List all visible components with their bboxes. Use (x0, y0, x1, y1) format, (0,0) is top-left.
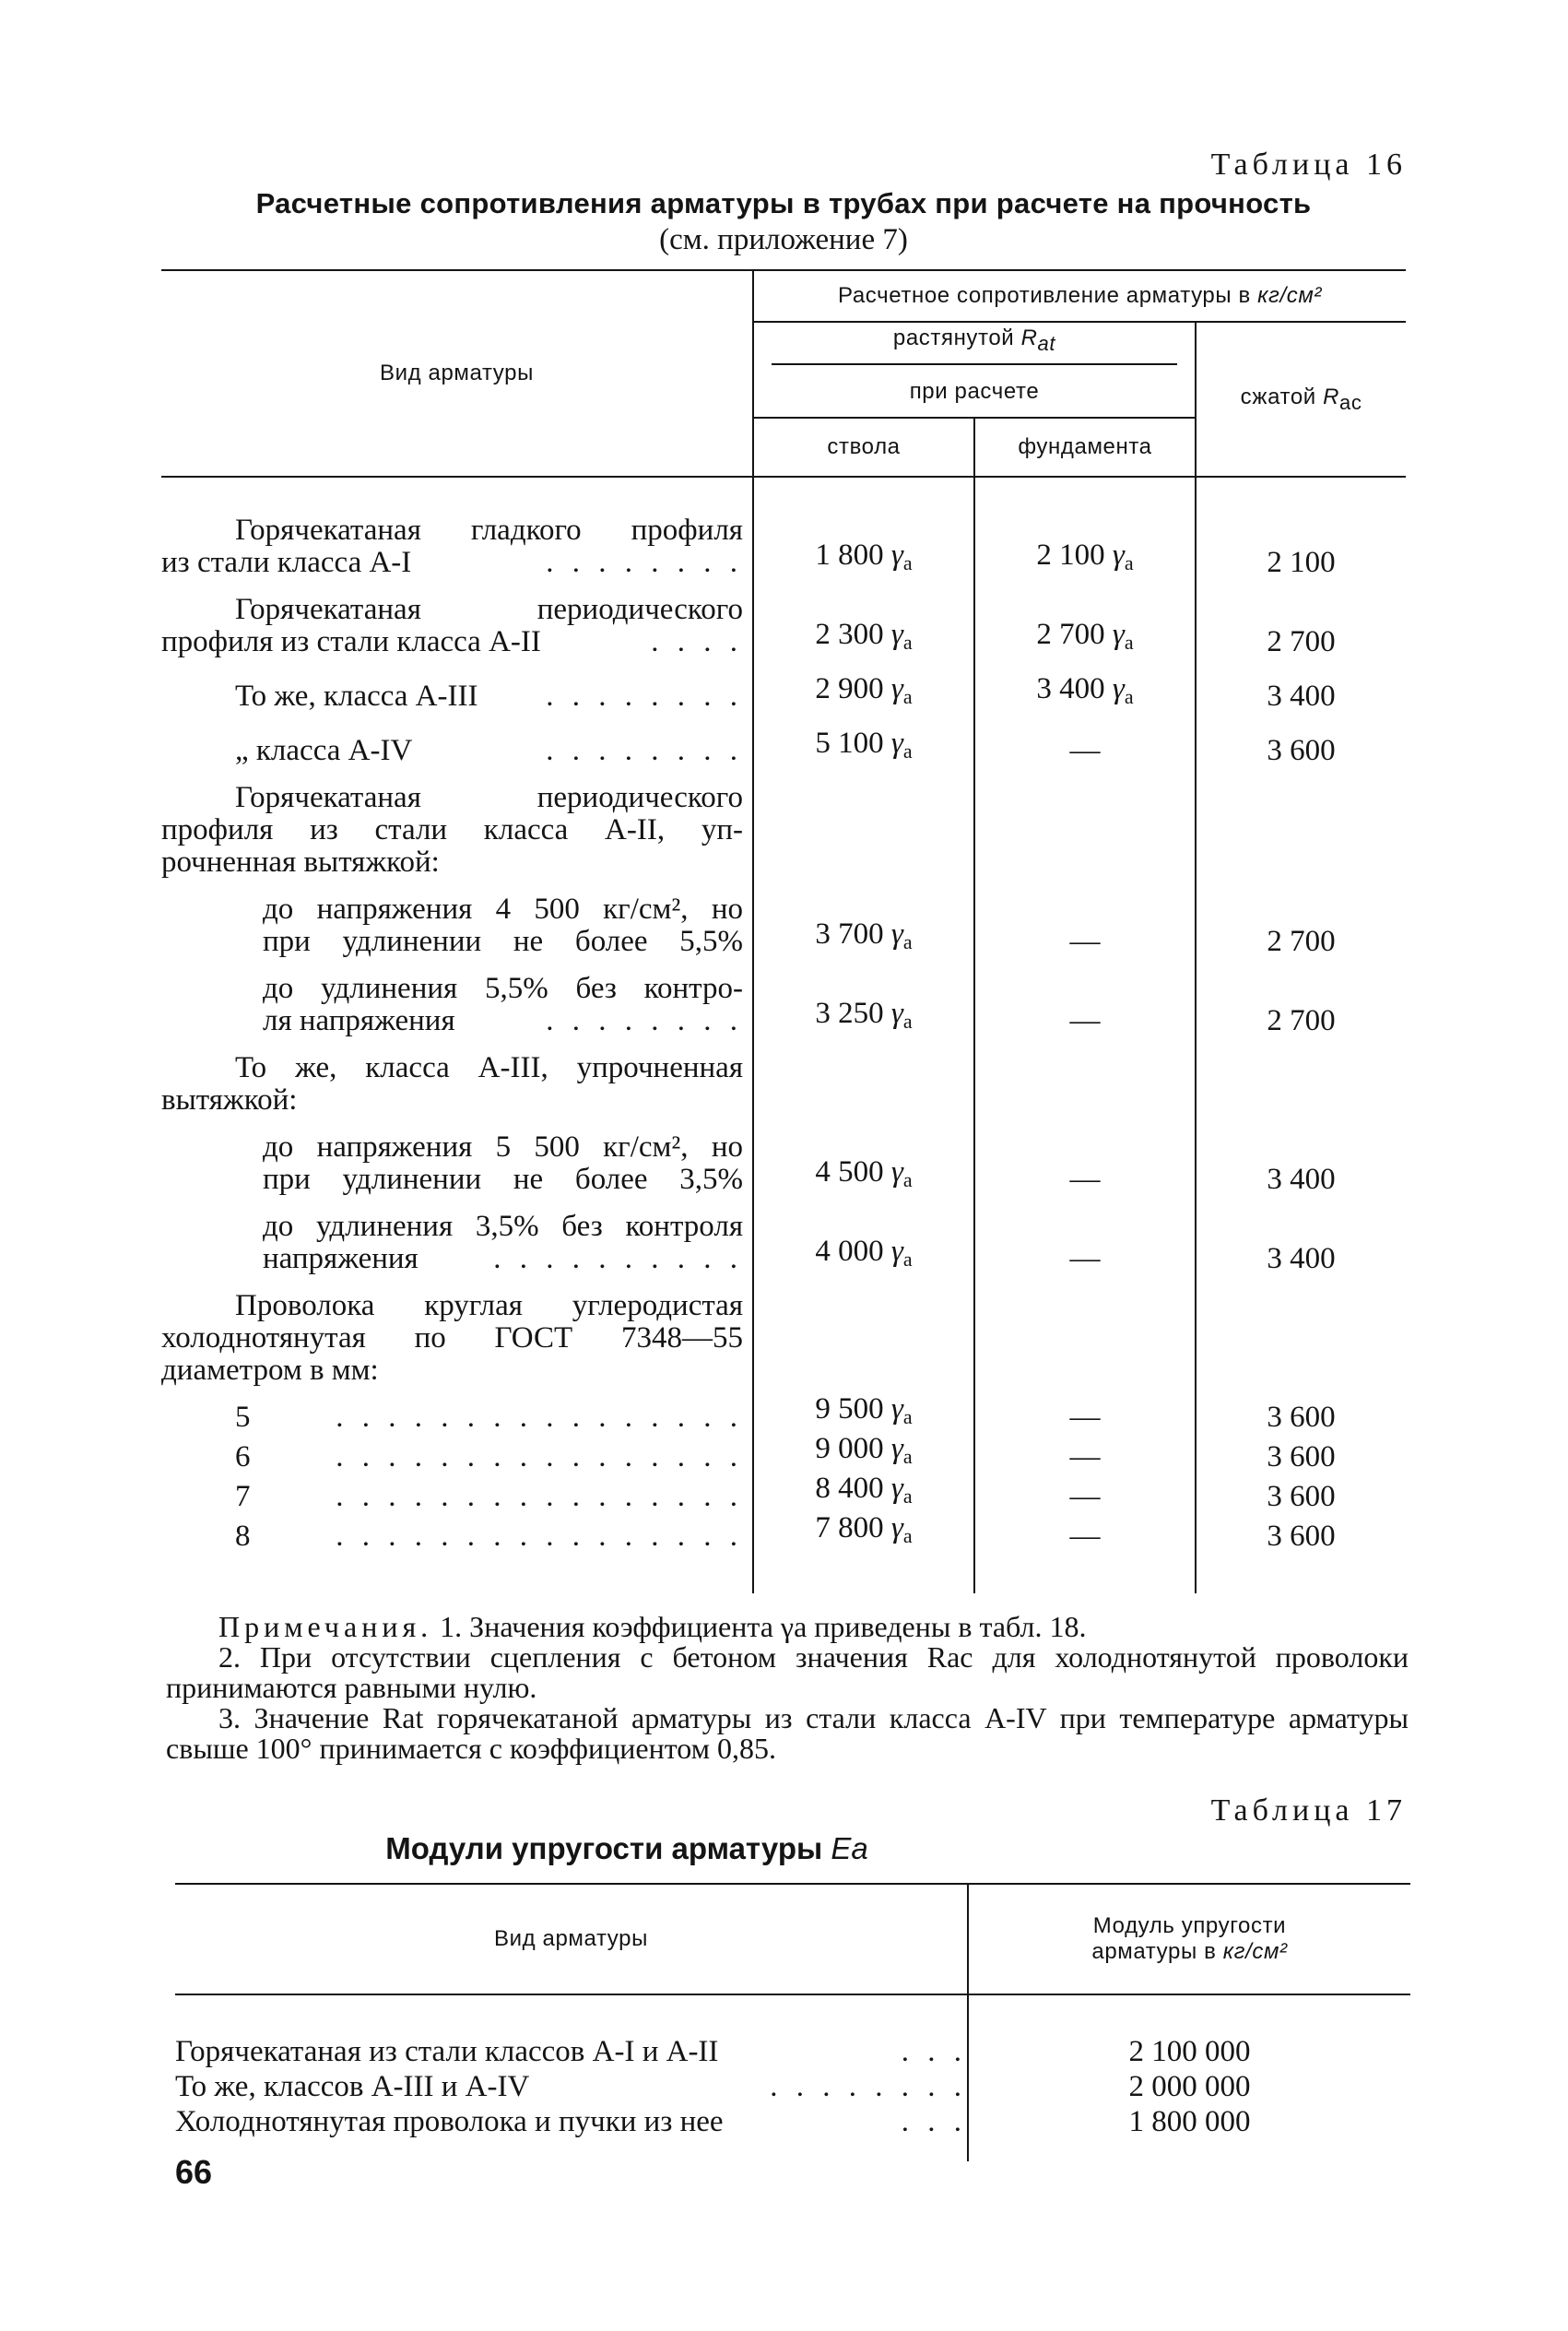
table-16-notes (166, 1612, 1409, 1764)
row-text: до удлинения 3,5% без контроля (263, 1210, 743, 1243)
table-16 (161, 269, 1406, 1593)
row-text: при удлинении не более 3,5% (263, 1163, 743, 1196)
row-text: до напряжения 5 500 кг/см², но (263, 1130, 743, 1164)
table-17-label: Таблица 17 (1210, 1793, 1407, 1828)
row-text: напряжения (263, 1243, 419, 1275)
table-row: 5 . . . . . . . . . . . . . . . . 9 500 $\gamma_а$ — 3 600 (161, 1392, 1406, 1433)
table-row (161, 773, 1406, 884)
row-value: 2 000 000 (968, 2069, 1410, 2104)
table-row: до удлинения 3,5% без контроля напряжения . . . . . . . . . . 4 000 $\gamma_а$ — 3 400 (161, 1201, 1406, 1281)
table-row: 8 . . . . . . . . . . . . . . . . 7 800 $\gamma_а$ — 3 600 (161, 1512, 1406, 1552)
table-row (161, 1281, 1406, 1392)
row-text: из стали класса A-I (161, 547, 412, 579)
row-value: 1 800 000 (968, 2104, 1410, 2139)
table-16-title: Расчетные сопротивления арматуры в трубах при расчете на прочность (255, 187, 1312, 219)
row-text: То же, класса A-III, упрочненная (235, 1051, 743, 1084)
row-text: 7 (235, 1481, 251, 1512)
table-row (161, 1043, 1406, 1122)
header-tension: растянутой Rat (753, 322, 1196, 367)
row-text: 5 (235, 1402, 251, 1433)
header-compression: сжатой Rac (1196, 322, 1406, 477)
table-16-subtitle: (см. приложение 7) (659, 223, 908, 256)
row-text: до напряжения 4 500 кг/см², но (263, 893, 743, 926)
note-3: 3. Значение Rat горячекатаной арматуры из стали класса A-IV при температуре арматуры свыше 100° принимается с коэффициентом 0,85. (166, 1701, 1409, 1765)
page-number: 66 (175, 2153, 213, 2191)
header-modulus: Модуль упругости арматуры в кг/см² (968, 1884, 1410, 1994)
row-text: до удлинения 5,5% без контро- (263, 972, 743, 1005)
table-row: до напряжения 4 500 кг/см², но при удлинении не более 5,5% 3 700 $\gamma_а$ — 2 700 (161, 884, 1406, 964)
table-row: То же, класса A-III . . . . . . . . 2 900 $\gamma_а$ 3 400 $\gamma_а$ 3 400 (161, 664, 1406, 718)
table-row: до удлинения 5,5% без контро- ля напряжения . . . . . . . . 3 250 $\gamma_а$ — 2 700 (161, 964, 1406, 1043)
table-row: Горячекатаная из стали классов A-I и A-II . . . 2 100 000 (175, 1994, 1410, 2069)
row-text: при удлинении не более 5,5% (263, 925, 743, 958)
table-row: Горячекатаная периодического профиля из стали класса A-II . . . . 2 300 $\gamma_а$ 2 700 $\gamma_а$ 2 700 (161, 585, 1406, 664)
row-text: Горячекатаная периодического (235, 593, 743, 626)
header-design-resistance: Расчетное сопротивление арматуры в кг/см² (753, 270, 1406, 322)
row-text: Холоднотянутая проволока и пучки из нее (175, 2105, 724, 2138)
row-text: Горячекатаная периодического (235, 781, 743, 814)
header-calculation: при расчете (753, 367, 1196, 418)
header-armature-type: Вид арматуры (175, 1884, 968, 1994)
table-row: „ класса A-IV . . . . . . . . 5 100 $\gamma_а$ — 3 600 (161, 718, 1406, 773)
row-text: „ класса A-IV (235, 735, 413, 767)
table-16-label: Таблица 16 (1210, 148, 1407, 182)
table-17-title: Модули упругости арматуры Eа (385, 1831, 868, 1865)
table-row: 6 . . . . . . . . . . . . . . . . 9 000 $\gamma_а$ — 3 600 (161, 1433, 1406, 1473)
table-row: Холоднотянутая проволока и пучки из нее . . . 1 800 000 (175, 2104, 1410, 2139)
row-text: Горячекатаная гладкого профиля (235, 514, 743, 547)
note-2: 2. При отсутствии сцепления с бетоном значения Rac для холоднотянутой проволоки принимаются равными нулю. (166, 1640, 1409, 1704)
row-text: Горячекатаная из стали классов A-I и A-II (175, 2035, 719, 2068)
row-text: То же, класса A-III (235, 680, 478, 713)
table-row: до напряжения 5 500 кг/см², но при удлинении не более 3,5% 4 500 $\gamma_а$ — 3 400 (161, 1122, 1406, 1201)
header-trunk: ствола (753, 418, 974, 477)
row-text: ля напряжения (263, 1005, 455, 1037)
row-text: 6 (235, 1441, 251, 1473)
header-armature-type: Вид арматуры (161, 270, 753, 477)
header-foundation: фундамента (974, 418, 1196, 477)
table-row: 7 . . . . . . . . . . . . . . . . 8 400 $\gamma_а$ — 3 600 (161, 1473, 1406, 1512)
row-text: То же, классов A-III и A-IV (175, 2070, 530, 2103)
row-text: Проволока круглая углеродистая (235, 1289, 743, 1322)
row-text: профиля из стали класса A-II (161, 626, 541, 658)
row-value: 2 100 000 (968, 1994, 1410, 2069)
row-text: 8 (235, 1520, 251, 1552)
row-text: профиля из стали класса A-II, уп- (161, 813, 743, 846)
row-text: рочненная вытяжкой: (161, 846, 440, 879)
row-text: холоднотянутая по ГОСТ 7348—55 (161, 1321, 743, 1355)
table-row: То же, классов A-III и A-IV . . . . . . . . 2 000 000 (175, 2069, 1410, 2104)
table-row: Горячекатаная гладкого профиля из стали класса A-I . . . . . . . . 1 800 $\gamma_а$ 2 100 $\gamma_а$ 2 100 (161, 477, 1406, 585)
table-17 (175, 1883, 1410, 2161)
row-text: вытяжкой: (161, 1083, 298, 1117)
notes-label: Примечания. (218, 1610, 433, 1643)
note-1: 1. Значения коэффициента γа приведены в табл. 18. (440, 1610, 1087, 1643)
row-text: диаметром в мм: (161, 1354, 379, 1387)
